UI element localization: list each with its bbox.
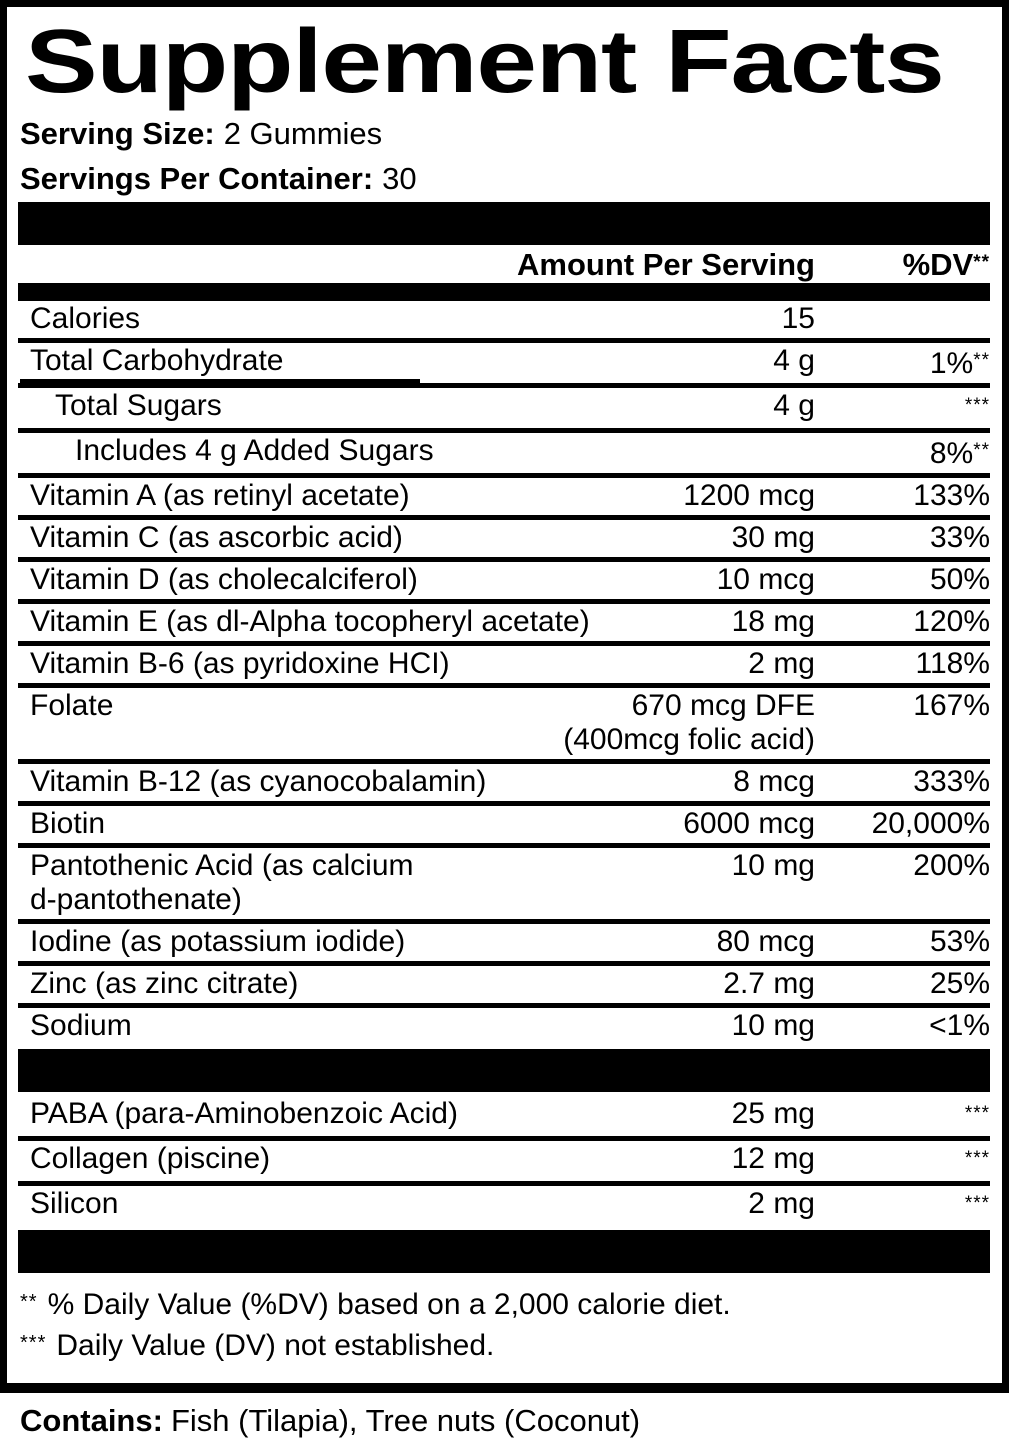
nutrient-name	[30, 849, 732, 917]
table-header-row	[18, 245, 990, 283]
nutrient-dv-value: 167%	[913, 689, 990, 722]
nutrient-dv	[815, 689, 990, 723]
column-header-dv: %DV**	[902, 247, 990, 282]
nutrient-amount-text: 6000 mcg	[683, 807, 815, 840]
nutrient-name-text: Vitamin D (as cholecalciferol)	[30, 563, 418, 596]
footnote-marker: **	[20, 1291, 38, 1313]
title-line	[25, 12, 990, 112]
nutrient-name-text: Total Carbohydrate	[30, 344, 284, 377]
nutrient-amount-text: 12 mg	[731, 1142, 815, 1175]
nutrient-name-text: Zinc (as zinc citrate)	[30, 967, 299, 1000]
nutrient-amount	[723, 967, 815, 1001]
nutrient-name	[30, 434, 815, 468]
nutrient-dv	[815, 1142, 990, 1179]
nutrient-amount	[563, 689, 815, 757]
nutrient-amount-text: 2 mg	[748, 1187, 815, 1220]
nutrient-dv	[815, 925, 990, 959]
nutrient-row	[18, 599, 990, 641]
nutrient-amount-text: 10 mg	[731, 1009, 815, 1042]
nutrient-row	[18, 1096, 990, 1136]
nutrient-dv	[815, 967, 990, 1001]
page-title: Supplement Facts	[25, 12, 944, 112]
nutrient-name	[30, 563, 717, 597]
nutrient-amount	[732, 521, 815, 555]
nutrient-name-text: Sodium	[30, 1009, 132, 1042]
nutrient-name-text: Vitamin A (as retinyl acetate)	[30, 479, 410, 512]
contains-label: Contains:	[20, 1403, 163, 1438]
nutrient-dv	[815, 647, 990, 681]
nutrient-amount	[782, 302, 815, 336]
nutrient-name	[30, 925, 717, 959]
nutrient-name-text: Calories	[30, 302, 141, 335]
nutrient-dv	[815, 521, 990, 555]
nutrient-dv	[815, 807, 990, 841]
nutrient-dv-value: <1%	[929, 1009, 990, 1042]
footnote-marker: ***	[20, 1332, 47, 1354]
serving-size-value: 2 Gummies	[223, 116, 383, 151]
nutrient-amount	[732, 1142, 815, 1176]
footnote	[20, 1283, 990, 1324]
servings-per-container-value: 30	[382, 161, 417, 196]
nutrient-name	[30, 1142, 732, 1176]
nutrient-name	[30, 807, 683, 841]
nutrient-table	[18, 301, 990, 1273]
footnote	[20, 1324, 990, 1365]
nutrient-name-text: Iodine (as potassium iodide)	[30, 925, 406, 958]
nutrient-dv-value: 20,000%	[871, 807, 990, 840]
nutrient-name	[30, 689, 563, 723]
nutrient-amount-text: 2.7 mg	[723, 967, 815, 1000]
nutrient-dv-value: 33%	[929, 521, 990, 554]
nutrient-row	[18, 801, 990, 843]
nutrient-dv	[815, 563, 990, 597]
nutrient-amount	[683, 479, 815, 513]
nutrient-row	[18, 338, 990, 383]
nutrient-amount-text: 2 mg	[748, 647, 815, 680]
nutrient-amount-text: 80 mcg	[716, 925, 815, 958]
nutrient-amount-text: 1200 mcg	[683, 479, 815, 512]
separator-bar	[18, 1230, 990, 1273]
nutrient-row	[18, 843, 990, 919]
contains-statement	[20, 1403, 1009, 1439]
nutrient-row	[18, 683, 990, 759]
nutrient-amount-text: 18 mg	[731, 605, 815, 638]
nutrient-amount	[717, 563, 815, 597]
nutrient-name	[30, 302, 782, 336]
nutrient-dv-asterisks: ***	[964, 395, 990, 416]
nutrient-name-text: Includes 4 g Added Sugars	[75, 434, 434, 467]
nutrient-row	[18, 961, 990, 1003]
dv-header-asterisks: **	[973, 252, 990, 273]
column-header-amount: Amount Per Serving	[517, 247, 815, 282]
nutrient-name-text-line2: d-pantothenate)	[30, 883, 242, 916]
nutrient-dv	[815, 1097, 990, 1134]
nutrient-dv-value: 118%	[915, 647, 990, 680]
nutrient-name	[30, 967, 723, 1001]
nutrient-dv-value: 200%	[913, 849, 990, 882]
nutrient-name	[30, 647, 748, 681]
nutrient-dv	[815, 605, 990, 639]
nutrient-name	[30, 389, 773, 423]
nutrient-name	[30, 521, 732, 555]
nutrient-name	[30, 1009, 732, 1043]
nutrient-name	[30, 479, 683, 513]
nutrient-dv-value: 53%	[929, 925, 990, 958]
nutrient-amount-text: 10 mg	[731, 849, 815, 882]
nutrient-amount-text: 4 g	[773, 389, 815, 422]
nutrient-name-text: Biotin	[30, 807, 106, 840]
nutrient-amount-text: 8 mcg	[733, 765, 815, 798]
nutrient-name-text: PABA (para-Aminobenzoic Acid)	[30, 1097, 458, 1130]
nutrient-dv-value: 1%	[929, 347, 974, 380]
nutrient-name-text: Vitamin C (as ascorbic acid)	[30, 521, 403, 554]
nutrient-dv-value: 120%	[913, 605, 990, 638]
nutrient-amount-text: 4 g	[773, 344, 815, 377]
nutrient-amount	[732, 1009, 815, 1043]
nutrient-dv	[815, 1009, 990, 1043]
separator-bar-top	[18, 202, 990, 245]
nutrient-amount-text: 10 mcg	[716, 563, 815, 596]
nutrient-dv	[815, 849, 990, 883]
nutrient-row	[18, 641, 990, 683]
nutrient-row	[18, 1181, 990, 1226]
nutrient-amount	[732, 1097, 815, 1131]
nutrient-amount-text: 30 mg	[731, 521, 815, 554]
nutrient-row	[18, 428, 990, 473]
nutrient-dv-asterisks: **	[973, 350, 990, 371]
nutrient-row	[18, 383, 990, 428]
nutrient-amount	[717, 925, 815, 959]
nutrient-row	[18, 473, 990, 515]
nutrient-dv	[815, 344, 990, 381]
nutrient-amount	[773, 344, 815, 378]
nutrient-dv-asterisks: ***	[964, 1103, 990, 1124]
nutrient-dv	[815, 479, 990, 513]
nutrient-name-text: Silicon	[30, 1187, 119, 1220]
nutrient-amount	[748, 647, 815, 681]
nutrient-amount	[732, 605, 815, 639]
nutrient-amount	[773, 389, 815, 423]
nutrient-name-text: Folate	[30, 689, 114, 722]
servings-per-container-label: Servings Per Container:	[20, 161, 374, 196]
nutrient-dv-asterisks: ***	[964, 1193, 990, 1214]
nutrient-name	[30, 605, 732, 639]
nutrient-name-text: Pantothenic Acid (as calcium	[30, 849, 414, 882]
nutrient-amount-text: 15	[781, 302, 815, 335]
nutrient-amount-text-line2: (400mcg folic acid)	[563, 723, 815, 756]
nutrient-row	[18, 1136, 990, 1181]
nutrient-dv	[815, 1187, 990, 1224]
serving-size-line	[20, 115, 990, 152]
nutrient-dv-value: 50%	[929, 563, 990, 596]
nutrient-name	[30, 765, 733, 799]
nutrient-row	[18, 759, 990, 801]
nutrient-name	[30, 344, 773, 378]
nutrient-dv-value: 25%	[929, 967, 990, 1000]
contains-value: Fish (Tilapia), Tree nuts (Coconut)	[170, 1403, 641, 1438]
nutrient-amount	[732, 849, 815, 883]
separator-bar-header	[18, 283, 990, 301]
nutrient-name-text: Vitamin B-6 (as pyridoxine HCI)	[30, 647, 450, 680]
nutrient-name-text: Total Sugars	[55, 389, 222, 422]
footnote-text: Daily Value (DV) not established.	[56, 1329, 495, 1362]
nutrient-row	[18, 1003, 990, 1045]
nutrient-dv-asterisks: **	[973, 440, 990, 461]
nutrient-amount-text: 25 mg	[731, 1097, 815, 1130]
nutrient-dv-value: 333%	[913, 765, 990, 798]
nutrient-dv	[815, 389, 990, 426]
nutrient-amount-text: 670 mcg DFE	[631, 689, 815, 722]
nutrient-dv-value: 8%	[929, 437, 974, 470]
nutrient-dv-value: 133%	[913, 479, 990, 512]
nutrient-row	[18, 919, 990, 961]
nutrient-dv-asterisks: ***	[964, 1148, 990, 1169]
servings-per-container-line	[20, 160, 990, 197]
footnote-text: % Daily Value (%DV) based on a 2,000 calorie diet.	[47, 1288, 731, 1321]
nutrient-amount	[683, 807, 815, 841]
nutrient-name	[30, 1097, 732, 1131]
nutrient-name-text: Vitamin E (as dl-Alpha tocopheryl acetate)	[30, 605, 590, 638]
nutrient-name	[30, 1187, 748, 1221]
footnotes	[18, 1277, 990, 1375]
serving-size-label: Serving Size:	[20, 116, 215, 151]
nutrient-row	[18, 515, 990, 557]
nutrient-amount	[748, 1187, 815, 1221]
nutrient-amount	[733, 765, 815, 799]
nutrient-row	[18, 557, 990, 599]
nutrient-dv	[815, 434, 990, 471]
nutrient-dv	[815, 765, 990, 799]
nutrient-name-text: Vitamin B-12 (as cyanocobalamin)	[30, 765, 487, 798]
separator-bar	[18, 1049, 990, 1092]
nutrient-name-text: Collagen (piscine)	[30, 1142, 271, 1175]
nutrient-row	[18, 301, 990, 338]
